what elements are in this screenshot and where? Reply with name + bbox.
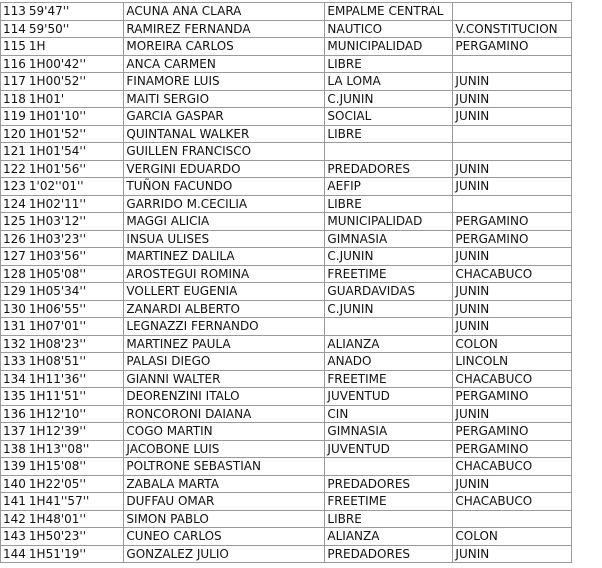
club-cell: LIBRE bbox=[325, 125, 453, 143]
runner-name-cell: VERGINI EDUARDO bbox=[124, 160, 325, 178]
table-row bbox=[1, 73, 572, 91]
time-cell: 1H08'51'' bbox=[28, 353, 124, 371]
runner-name-cell: MOREIRA CARLOS bbox=[124, 38, 325, 56]
city-cell: CHACABUCO bbox=[453, 493, 572, 511]
runner-name-cell: RAMIREZ FERNANDA bbox=[124, 20, 325, 38]
position-cell: 127 bbox=[1, 248, 28, 266]
runner-name-cell: RONCORONI DAIANA bbox=[124, 405, 325, 423]
city-cell: JUNIN bbox=[453, 90, 572, 108]
club-cell: C.JUNIN bbox=[325, 248, 453, 266]
time-cell: 1H06'55'' bbox=[28, 300, 124, 318]
city-cell: V.CONSTITUCION bbox=[453, 20, 572, 38]
city-cell: JUNIN bbox=[453, 248, 572, 266]
table-row bbox=[1, 353, 572, 371]
runner-name-cell: DUFFAU OMAR bbox=[124, 493, 325, 511]
position-cell: 131 bbox=[1, 318, 28, 336]
time-cell: 1H00'42'' bbox=[28, 55, 124, 73]
position-cell: 118 bbox=[1, 90, 28, 108]
runner-name-cell: ZANARDI ALBERTO bbox=[124, 300, 325, 318]
club-cell: AEFIP bbox=[325, 178, 453, 196]
table-row bbox=[1, 160, 572, 178]
club-cell: LIBRE bbox=[325, 55, 453, 73]
position-cell: 115 bbox=[1, 38, 28, 56]
position-cell: 130 bbox=[1, 300, 28, 318]
city-cell: JUNIN bbox=[453, 475, 572, 493]
city-cell: JUNIN bbox=[453, 300, 572, 318]
city-cell: JUNIN bbox=[453, 545, 572, 563]
club-cell: CIN bbox=[325, 405, 453, 423]
club-cell: SOCIAL bbox=[325, 108, 453, 126]
club-cell bbox=[325, 143, 453, 161]
position-cell: 132 bbox=[1, 335, 28, 353]
city-cell: COLON bbox=[453, 528, 572, 546]
time-cell: 1H01'52'' bbox=[28, 125, 124, 143]
time-cell: 1H12'10'' bbox=[28, 405, 124, 423]
table-row bbox=[1, 458, 572, 476]
position-cell: 120 bbox=[1, 125, 28, 143]
city-cell bbox=[453, 55, 572, 73]
position-cell: 123 bbox=[1, 178, 28, 196]
table-row bbox=[1, 195, 572, 213]
position-cell: 136 bbox=[1, 405, 28, 423]
table-row bbox=[1, 440, 572, 458]
position-cell: 119 bbox=[1, 108, 28, 126]
runner-name-cell: SIMON PABLO bbox=[124, 510, 325, 528]
table-row bbox=[1, 20, 572, 38]
table-row bbox=[1, 265, 572, 283]
city-cell: PERGAMINO bbox=[453, 440, 572, 458]
time-cell: 1H50'23'' bbox=[28, 528, 124, 546]
table-row bbox=[1, 493, 572, 511]
runner-name-cell: AROSTEGUI ROMINA bbox=[124, 265, 325, 283]
runner-name-cell: CUNEO CARLOS bbox=[124, 528, 325, 546]
table-row bbox=[1, 38, 572, 56]
runner-name-cell: COGO MARTIN bbox=[124, 423, 325, 441]
time-cell: 1H bbox=[28, 38, 124, 56]
position-cell: 141 bbox=[1, 493, 28, 511]
runner-name-cell: MARTINEZ PAULA bbox=[124, 335, 325, 353]
table-row bbox=[1, 90, 572, 108]
club-cell: PREDADORES bbox=[325, 160, 453, 178]
city-cell: JUNIN bbox=[453, 73, 572, 91]
city-cell: PERGAMINO bbox=[453, 423, 572, 441]
city-cell: CHACABUCO bbox=[453, 265, 572, 283]
table-row bbox=[1, 475, 572, 493]
table-row bbox=[1, 108, 572, 126]
club-cell: LIBRE bbox=[325, 195, 453, 213]
city-cell bbox=[453, 125, 572, 143]
runner-name-cell: ZABALA MARTA bbox=[124, 475, 325, 493]
runner-name-cell: INSUA ULISES bbox=[124, 230, 325, 248]
club-cell: ALIANZA bbox=[325, 335, 453, 353]
city-cell: COLON bbox=[453, 335, 572, 353]
table-row bbox=[1, 178, 572, 196]
city-cell: CHACABUCO bbox=[453, 458, 572, 476]
club-cell: EMPALME CENTRAL bbox=[325, 3, 453, 21]
runner-name-cell: PALASI DIEGO bbox=[124, 353, 325, 371]
results-body bbox=[1, 3, 572, 563]
club-cell: GIMNASIA bbox=[325, 230, 453, 248]
club-cell: FREETIME bbox=[325, 370, 453, 388]
table-row bbox=[1, 248, 572, 266]
club-cell: JUVENTUD bbox=[325, 440, 453, 458]
time-cell: 1H13''08'' bbox=[28, 440, 124, 458]
runner-name-cell: GUILLEN FRANCISCO bbox=[124, 143, 325, 161]
position-cell: 133 bbox=[1, 353, 28, 371]
city-cell: PERGAMINO bbox=[453, 38, 572, 56]
runner-name-cell: JACOBONE LUIS bbox=[124, 440, 325, 458]
time-cell: 1H05'08'' bbox=[28, 265, 124, 283]
club-cell: GIMNASIA bbox=[325, 423, 453, 441]
city-cell: PERGAMINO bbox=[453, 213, 572, 231]
city-cell bbox=[453, 143, 572, 161]
position-cell: 134 bbox=[1, 370, 28, 388]
time-cell: 1H01'10'' bbox=[28, 108, 124, 126]
runner-name-cell: ANCA CARMEN bbox=[124, 55, 325, 73]
time-cell: 1H03'56'' bbox=[28, 248, 124, 266]
city-cell bbox=[453, 510, 572, 528]
time-cell: 1H41''57'' bbox=[28, 493, 124, 511]
table-row bbox=[1, 125, 572, 143]
position-cell: 137 bbox=[1, 423, 28, 441]
time-cell: 1H08'23'' bbox=[28, 335, 124, 353]
position-cell: 113 bbox=[1, 3, 28, 21]
table-row bbox=[1, 423, 572, 441]
runner-name-cell: GIANNI WALTER bbox=[124, 370, 325, 388]
table-row bbox=[1, 300, 572, 318]
city-cell bbox=[453, 195, 572, 213]
table-row bbox=[1, 510, 572, 528]
position-cell: 122 bbox=[1, 160, 28, 178]
city-cell: LINCOLN bbox=[453, 353, 572, 371]
club-cell: FREETIME bbox=[325, 265, 453, 283]
position-cell: 139 bbox=[1, 458, 28, 476]
table-row bbox=[1, 545, 572, 563]
position-cell: 143 bbox=[1, 528, 28, 546]
club-cell: JUVENTUD bbox=[325, 388, 453, 406]
runner-name-cell: GONZALEZ JULIO bbox=[124, 545, 325, 563]
runner-name-cell: GARRIDO M.CECILIA bbox=[124, 195, 325, 213]
table-row bbox=[1, 370, 572, 388]
table-row bbox=[1, 213, 572, 231]
time-cell: 1H15'08'' bbox=[28, 458, 124, 476]
position-cell: 116 bbox=[1, 55, 28, 73]
table-row bbox=[1, 528, 572, 546]
results-table bbox=[0, 2, 572, 563]
runner-name-cell: MARTINEZ DALILA bbox=[124, 248, 325, 266]
table-row bbox=[1, 55, 572, 73]
club-cell: FREETIME bbox=[325, 493, 453, 511]
time-cell: 1H07'01'' bbox=[28, 318, 124, 336]
runner-name-cell: MAITI SERGIO bbox=[124, 90, 325, 108]
runner-name-cell: VOLLERT EUGENIA bbox=[124, 283, 325, 301]
table-row bbox=[1, 388, 572, 406]
time-cell: 1H12'39'' bbox=[28, 423, 124, 441]
city-cell bbox=[453, 3, 572, 21]
runner-name-cell: TUÑON FACUNDO bbox=[124, 178, 325, 196]
time-cell: 1H11'51'' bbox=[28, 388, 124, 406]
position-cell: 121 bbox=[1, 143, 28, 161]
position-cell: 144 bbox=[1, 545, 28, 563]
table-row bbox=[1, 230, 572, 248]
city-cell: PERGAMINO bbox=[453, 388, 572, 406]
runner-name-cell: DEORENZINI ITALO bbox=[124, 388, 325, 406]
position-cell: 142 bbox=[1, 510, 28, 528]
table-row bbox=[1, 335, 572, 353]
time-cell: 59'50'' bbox=[28, 20, 124, 38]
position-cell: 126 bbox=[1, 230, 28, 248]
runner-name-cell: GARCIA GASPAR bbox=[124, 108, 325, 126]
time-cell: 1H48'01'' bbox=[28, 510, 124, 528]
city-cell: PERGAMINO bbox=[453, 230, 572, 248]
runner-name-cell: FINAMORE LUIS bbox=[124, 73, 325, 91]
time-cell: 59'47'' bbox=[28, 3, 124, 21]
time-cell: 1H03'12'' bbox=[28, 213, 124, 231]
club-cell: PREDADORES bbox=[325, 475, 453, 493]
table-row bbox=[1, 405, 572, 423]
club-cell: C.JUNIN bbox=[325, 90, 453, 108]
club-cell: PREDADORES bbox=[325, 545, 453, 563]
city-cell: JUNIN bbox=[453, 405, 572, 423]
club-cell: GUARDAVIDAS bbox=[325, 283, 453, 301]
table-row bbox=[1, 283, 572, 301]
club-cell: LA LOMA bbox=[325, 73, 453, 91]
club-cell: ALIANZA bbox=[325, 528, 453, 546]
time-cell: 1'02''01'' bbox=[28, 178, 124, 196]
club-cell: MUNICIPALIDAD bbox=[325, 38, 453, 56]
time-cell: 1H01'54'' bbox=[28, 143, 124, 161]
position-cell: 128 bbox=[1, 265, 28, 283]
time-cell: 1H51'19'' bbox=[28, 545, 124, 563]
runner-name-cell: POLTRONE SEBASTIAN bbox=[124, 458, 325, 476]
club-cell: LIBRE bbox=[325, 510, 453, 528]
table-row bbox=[1, 318, 572, 336]
time-cell: 1H01' bbox=[28, 90, 124, 108]
runner-name-cell: LEGNAZZI FERNANDO bbox=[124, 318, 325, 336]
runner-name-cell: QUINTANAL WALKER bbox=[124, 125, 325, 143]
position-cell: 124 bbox=[1, 195, 28, 213]
club-cell: NAUTICO bbox=[325, 20, 453, 38]
time-cell: 1H02'11'' bbox=[28, 195, 124, 213]
time-cell: 1H00'52'' bbox=[28, 73, 124, 91]
position-cell: 114 bbox=[1, 20, 28, 38]
club-cell: MUNICIPALIDAD bbox=[325, 213, 453, 231]
runner-name-cell: ACUNA ANA CLARA bbox=[124, 3, 325, 21]
table-row bbox=[1, 143, 572, 161]
city-cell: CHACABUCO bbox=[453, 370, 572, 388]
time-cell: 1H11'36'' bbox=[28, 370, 124, 388]
club-cell: C.JUNIN bbox=[325, 300, 453, 318]
time-cell: 1H01'56'' bbox=[28, 160, 124, 178]
time-cell: 1H22'05'' bbox=[28, 475, 124, 493]
city-cell: JUNIN bbox=[453, 178, 572, 196]
city-cell: JUNIN bbox=[453, 108, 572, 126]
time-cell: 1H03'23'' bbox=[28, 230, 124, 248]
city-cell: JUNIN bbox=[453, 318, 572, 336]
club-cell bbox=[325, 458, 453, 476]
position-cell: 140 bbox=[1, 475, 28, 493]
city-cell: JUNIN bbox=[453, 160, 572, 178]
runner-name-cell: MAGGI ALICIA bbox=[124, 213, 325, 231]
position-cell: 138 bbox=[1, 440, 28, 458]
club-cell bbox=[325, 318, 453, 336]
table-row bbox=[1, 3, 572, 21]
position-cell: 135 bbox=[1, 388, 28, 406]
position-cell: 129 bbox=[1, 283, 28, 301]
position-cell: 125 bbox=[1, 213, 28, 231]
city-cell: JUNIN bbox=[453, 283, 572, 301]
time-cell: 1H05'34'' bbox=[28, 283, 124, 301]
club-cell: ANADO bbox=[325, 353, 453, 371]
position-cell: 117 bbox=[1, 73, 28, 91]
